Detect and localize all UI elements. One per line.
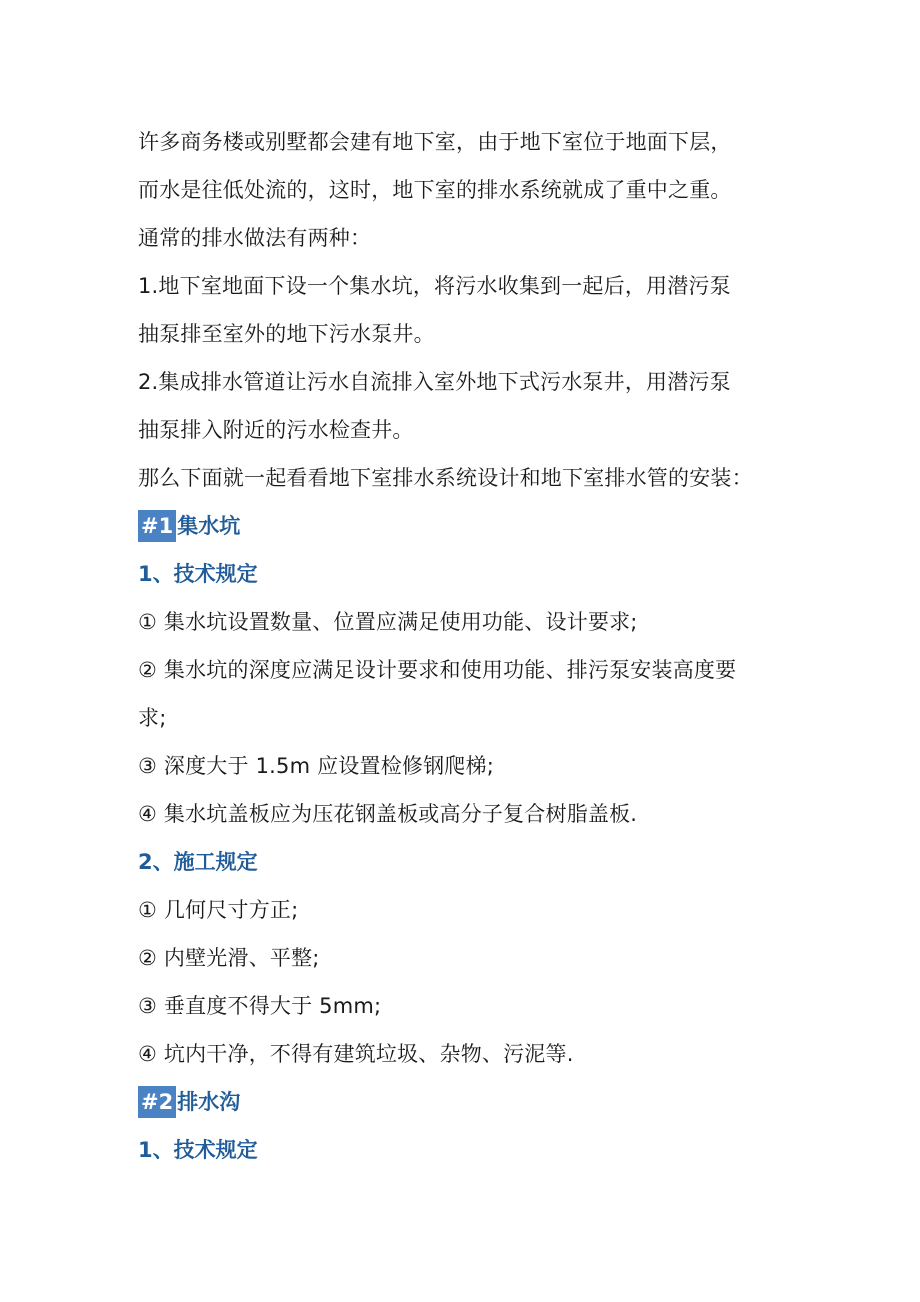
paragraph-line: 抽泵排入附近的污水检查井。 <box>138 418 414 442</box>
document-body <box>138 118 798 1174</box>
paragraph-line: 2.集成排水管道让污水自流排入室外地下式污水泵井，用潜污泵 <box>138 370 731 394</box>
list-item: ③ 深度大于 1.5m 应设置检修钢爬梯; <box>138 754 494 778</box>
paragraph-line: 许多商务楼或别墅都会建有地下室，由于地下室位于地面下层， <box>138 130 732 154</box>
list-item: ② 内壁光滑、平整; <box>138 946 320 970</box>
list-item: ④ 坑内干净，不得有建筑垃圾、杂物、污泥等. <box>138 1042 574 1066</box>
section-heading-2 <box>138 1078 798 1126</box>
subheading-build: 2、施工规定 <box>138 850 258 874</box>
paragraph-line: 通常的排水做法有两种： <box>138 226 372 250</box>
section-title: 集水坑 <box>177 514 241 538</box>
paragraph-line: 抽泵排至室外的地下污水泵井。 <box>138 322 435 346</box>
paragraph-line: 1.地下室地面下设一个集水坑，将污水收集到一起后，用潜污泵 <box>138 274 731 298</box>
subheading-tech: 1、技术规定 <box>138 1138 258 1162</box>
section-badge: #2 <box>138 1086 176 1118</box>
list-item: ① 集水坑设置数量、位置应满足使用功能、设计要求; <box>138 610 638 634</box>
list-item: ① 几何尺寸方正; <box>138 898 299 922</box>
section-heading-1 <box>138 502 798 550</box>
section-title: 排水沟 <box>177 1090 241 1114</box>
list-item: ④ 集水坑盖板应为压花钢盖板或高分子复合树脂盖板. <box>138 802 638 826</box>
section-badge: #1 <box>138 510 176 542</box>
list-item: 求; <box>138 706 167 730</box>
subheading-tech: 1、技术规定 <box>138 562 258 586</box>
list-item: ③ 垂直度不得大于 5mm; <box>138 994 382 1018</box>
list-item: ② 集水坑的深度应满足设计要求和使用功能、排污泵安装高度要 <box>138 658 737 682</box>
paragraph-line: 那么下面就一起看看地下室排水系统设计和地下室排水管的安装： <box>138 466 753 490</box>
paragraph-line: 而水是往低处流的，这时，地下室的排水系统就成了重中之重。 <box>138 178 732 202</box>
